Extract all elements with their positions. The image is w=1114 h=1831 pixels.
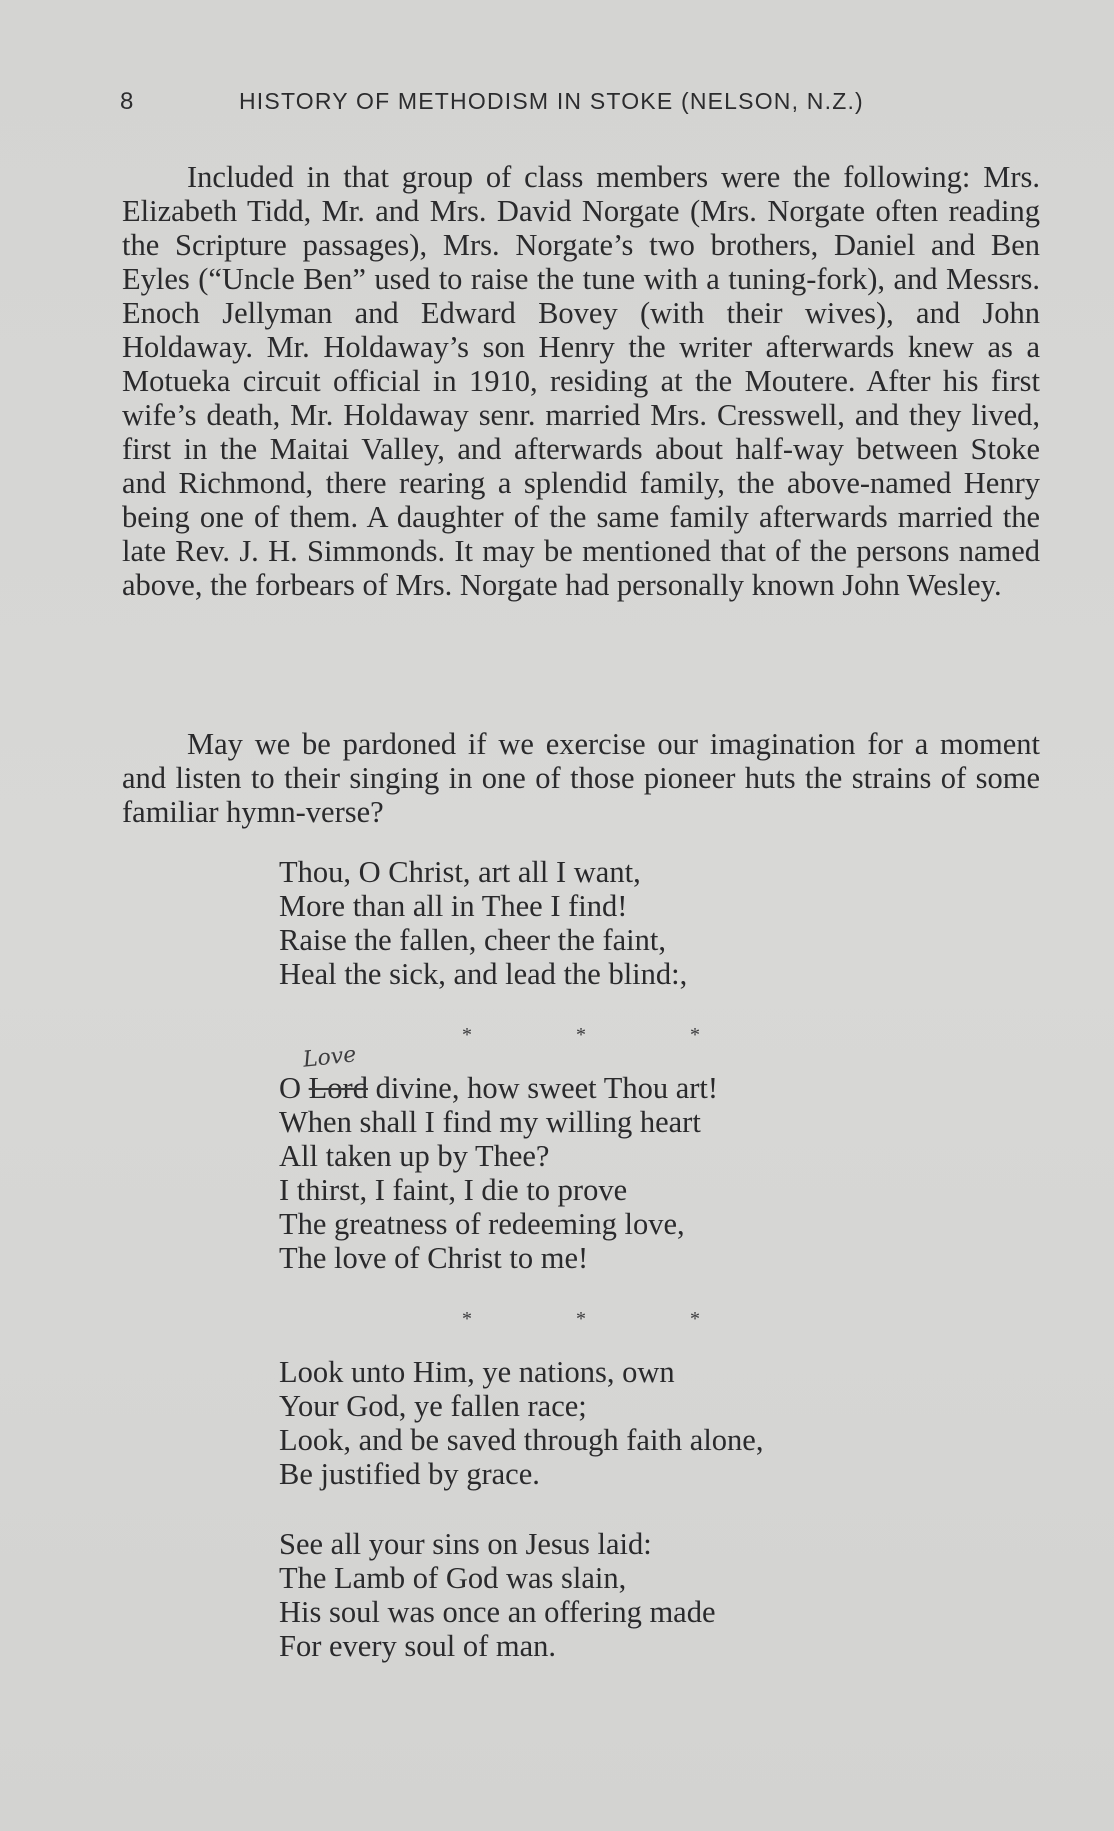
paragraph-class-members: Included in that group of class members were the following: Mrs. Elizabeth Tidd, Mr. and Mrs. David Norgate (Mrs. Norgate often reading the Scripture passages), Mrs. Norgate’s two brothers, Daniel and Ben Eyles (“Uncle Ben” used to raise the tune with a tuning-fork), and Messrs. Enoch Jellyman and Edward Bovey (with their wives), and John Holdaway. Mr. Holdaway’s son Henry the writer afterwards knew as a Motueka circuit official in 1910, residing at the Moutere. After his first wife’s death, Mr. Holdaway senr. married Mrs. Cresswell, and they lived, first in the Maitai Valley, and afterwards about half-way between Stoke and Richmond, there rearing a splendid family, the above-named Henry being one of them. A daughter of the same family afterwards married the late Rev. J. H. Simmonds. It may be mentioned that of the persons named above, the forbears of Mrs. Norgate had personally known John Wesley. — [122, 160, 1040, 602]
hymn-verse-4 — [279, 1527, 919, 1663]
asterisk: * — [462, 1308, 472, 1330]
verse-separator — [462, 1024, 712, 1048]
verse-separator — [462, 1308, 712, 1332]
verse-line: More than all in Thee I find! — [279, 889, 628, 923]
running-head — [118, 88, 998, 118]
asterisk: * — [462, 1024, 472, 1046]
verse-line: The Lamb of God was slain, — [279, 1561, 627, 1595]
verse-suffix: divine, how sweet Thou art! — [375, 1071, 719, 1105]
corrected-word — [301, 1042, 368, 1105]
struck-out-word: Lord — [308, 1071, 368, 1105]
verse-line: I thirst, I faint, I die to prove — [279, 1173, 628, 1207]
asterisk: * — [690, 1024, 700, 1046]
verse-line: Your God, ye fallen race; — [279, 1389, 587, 1423]
running-title: HISTORY OF METHODISM IN STOKE (NELSON, N.Z.) — [239, 88, 864, 114]
verse-line: The greatness of redeeming love, — [279, 1207, 685, 1241]
verse-line: The love of Christ to me! — [279, 1241, 589, 1275]
page-number: 8 — [120, 88, 134, 115]
verse-line: All taken up by Thee? — [279, 1139, 550, 1173]
hymn-verse-1 — [279, 855, 919, 991]
asterisk: * — [690, 1308, 700, 1330]
asterisk: * — [576, 1024, 586, 1046]
verse-line: For every soul of man. — [279, 1629, 556, 1663]
verse-line: His soul was once an offering made — [279, 1595, 716, 1629]
verse-prefix: O — [279, 1071, 302, 1105]
verse-line: Look, and be saved through faith alone, — [279, 1423, 764, 1457]
verse-line: Be justified by grace. — [279, 1457, 540, 1491]
verse-line: Thou, O Christ, art all I want, — [279, 855, 641, 889]
verse-line: When shall I find my willing heart — [279, 1105, 701, 1139]
paragraph-imagination: May we be pardoned if we exercise our imagination for a moment and listen to their singing in one of those pioneer huts the strains of some familiar hymn-verse? — [122, 727, 1040, 829]
hymn-verse-2 — [279, 1042, 919, 1275]
hymn-verse-3 — [279, 1355, 919, 1491]
handwritten-correction: Love — [301, 1042, 358, 1073]
verse-line: Look unto Him, ye nations, own — [279, 1355, 675, 1389]
verse-line: Heal the sick, and lead the blind:, — [279, 957, 688, 991]
verse-line: Raise the fallen, cheer the faint, — [279, 923, 666, 957]
verse-line: See all your sins on Jesus laid: — [279, 1527, 652, 1561]
verse-line-with-correction — [279, 1042, 919, 1105]
asterisk: * — [576, 1308, 586, 1330]
